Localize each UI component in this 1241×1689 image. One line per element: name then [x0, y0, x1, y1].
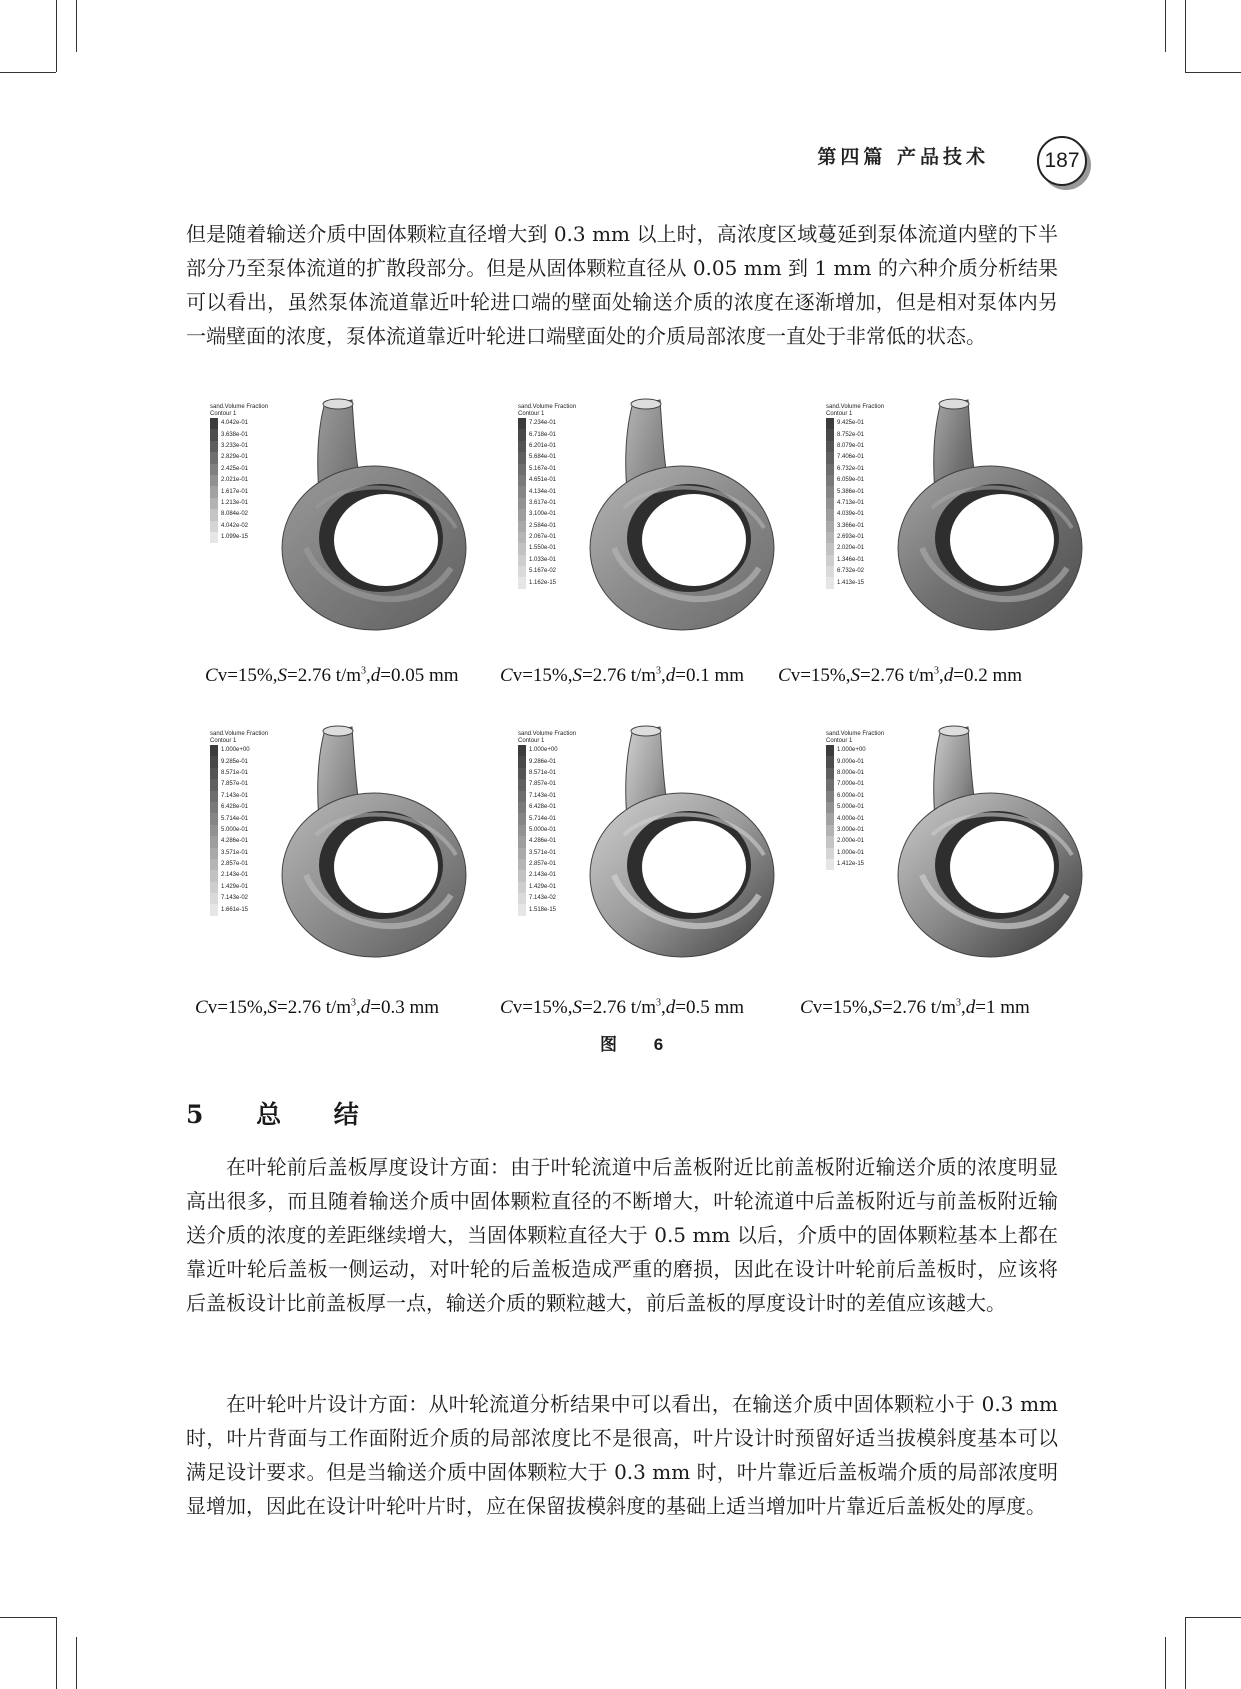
legend-value: 4.286e-01	[221, 838, 249, 845]
legend-swatch	[210, 429, 218, 440]
summary-paragraph-2: 在叶轮叶片设计方面：从叶轮流道分析结果中可以看出，在输送介质中固体颗粒小于 0.3 mm 时，叶片背面与工作面附近介质的局部浓度比不是很高，叶片设计时预留好适当拔模斜度基本可以满足设计要求。但是当输送介质中固体颗粒大于 0.3 mm 时，叶片靠近后盖板端介质的局部浓度明显增加，因此在设计叶轮叶片时，应在保留拔模斜度的基础上适当增加叶片靠近后盖板处的厚度。	[186, 1392, 1058, 1518]
legend-swatch	[826, 555, 834, 566]
legend-value: 7.857e-01	[221, 781, 249, 788]
legend-value: 5.000e-01	[221, 826, 249, 833]
color-legend	[210, 404, 268, 543]
legend-swatch	[518, 779, 526, 790]
legend-swatch	[518, 791, 526, 802]
legend-value: 2.067e-01	[529, 534, 557, 541]
legend-value: 1.412e-15	[837, 861, 865, 868]
legend-value: 2.000e-01	[837, 838, 865, 845]
legend-swatch	[210, 756, 218, 767]
crop-mark	[56, 1617, 57, 1689]
legend-value: 6.718e-01	[529, 431, 557, 438]
legend-swatch	[518, 555, 526, 566]
legend-value: 9.285e-01	[221, 758, 249, 765]
legend-value: 4.000e-01	[837, 815, 865, 822]
legend-value: 9.000e-01	[837, 758, 865, 765]
legend-value: 7.000e-01	[837, 781, 865, 788]
legend-swatch	[826, 418, 834, 429]
legend-value: 5.167e-01	[529, 465, 557, 472]
legend-value: 4.042e-01	[221, 420, 249, 427]
legend-value: 6.059e-01	[837, 477, 865, 484]
legend-value: 7.143e-02	[529, 895, 557, 902]
legend-swatch	[518, 882, 526, 893]
legend-value: 4.713e-01	[837, 499, 865, 506]
crop-mark	[1185, 1617, 1186, 1689]
panel-caption: Cv=15%,S=2.76 $t/m^3,d=1$ mm	[800, 997, 1030, 1018]
legend-swatch	[518, 813, 526, 824]
color-legend	[210, 731, 268, 916]
color-legend	[826, 404, 884, 589]
legend-swatch	[518, 745, 526, 756]
legend-swatch	[210, 521, 218, 532]
legend-swatch	[210, 813, 218, 824]
legend-swatch	[210, 532, 218, 543]
legend-value: 2.693e-01	[837, 534, 865, 541]
legend-value: 5.167e-02	[529, 568, 557, 575]
legend-swatch	[518, 543, 526, 554]
legend-swatch	[210, 745, 218, 756]
legend-swatch	[826, 577, 834, 588]
legend-swatch	[826, 779, 834, 790]
intro-paragraph: 但是随着输送介质中固体颗粒直径增大到 0.3 mm 以上时，高浓度区域蔓延到泵体流道内壁的下半部分乃至泵体流道的扩散段部分。但是从固体颗粒直径从 0.05 mm 到 1 mm 的六种介质分析结果可以看出，虽然泵体流道靠近叶轮进口端的壁面处输送介质的浓度在逐渐增加，但是相对泵体内另一端壁面的浓度，泵体流道靠近叶轮进口端壁面处的介质局部浓度一直处于非常低的状态。	[186, 222, 1058, 348]
legend-swatch	[518, 498, 526, 509]
legend-value: 5.714e-01	[221, 815, 249, 822]
legend-swatch	[210, 802, 218, 813]
legend-swatch	[826, 859, 834, 870]
legend-swatch	[518, 509, 526, 520]
section-title: 5 总 结	[186, 1100, 381, 1129]
legend-swatch	[826, 813, 834, 824]
legend-swatch	[826, 532, 834, 543]
panel-caption: Cv=15%,S=2.76 $t/m^3,d=0.5$ mm	[500, 997, 745, 1018]
page-number: 187	[1037, 136, 1087, 186]
color-legend	[826, 731, 884, 870]
legend-value: 1.213e-01	[221, 499, 249, 506]
legend-title: sand.Volume Fraction	[826, 404, 885, 410]
legend-swatch	[210, 825, 218, 836]
contour-panel	[504, 725, 804, 975]
legend-value: 5.000e-01	[529, 826, 557, 833]
legend-swatch	[826, 791, 834, 802]
legend-value: 1.413e-15	[837, 579, 865, 586]
legend-swatch	[518, 825, 526, 836]
legend-value: 7.143e-02	[221, 895, 249, 902]
legend-swatch	[518, 859, 526, 870]
legend-swatch	[210, 893, 218, 904]
legend-value: 9.425e-01	[837, 420, 865, 427]
legend-value: 8.752e-01	[837, 431, 865, 438]
legend-value: 2.584e-01	[529, 522, 557, 529]
panel-caption: Cv=15%,S=2.76 $t/m^3,d=0.1$ mm	[500, 665, 745, 686]
legend-swatch	[210, 870, 218, 881]
legend-swatch	[826, 768, 834, 779]
legend-value: 1.429e-01	[221, 883, 249, 890]
legend-swatch	[518, 521, 526, 532]
legend-value: 5.000e-01	[837, 804, 865, 811]
legend-value: 8.079e-01	[837, 442, 865, 449]
legend-swatch	[210, 882, 218, 893]
legend-swatch	[518, 577, 526, 588]
legend-value: 5.386e-01	[837, 488, 865, 495]
legend-value: 1.000e+00	[837, 747, 866, 754]
legend-value: 3.000e-01	[837, 826, 865, 833]
legend-swatch	[518, 475, 526, 486]
legend-value: 4.134e-01	[529, 488, 557, 495]
legend-subtitle: Contour 1	[518, 738, 545, 744]
legend-swatch	[210, 498, 218, 509]
legend-swatch	[826, 464, 834, 475]
legend-subtitle: Contour 1	[210, 411, 237, 417]
legend-swatch	[518, 802, 526, 813]
legend-swatch	[210, 836, 218, 847]
legend-value: 6.428e-01	[529, 804, 557, 811]
legend-value: 1.346e-01	[837, 556, 865, 563]
crop-mark	[0, 72, 56, 73]
legend-title: sand.Volume Fraction	[826, 731, 885, 737]
crop-mark	[1185, 0, 1186, 72]
legend-title: sand.Volume Fraction	[518, 404, 577, 410]
legend-swatch	[518, 893, 526, 904]
legend-value: 6.732e-02	[837, 568, 865, 575]
legend-swatch	[518, 418, 526, 429]
legend-swatch	[826, 452, 834, 463]
legend-value: 3.638e-01	[221, 431, 249, 438]
legend-value: 1.099e-15	[221, 534, 249, 541]
legend-swatch	[210, 859, 218, 870]
legend-value: 6.000e-01	[837, 792, 865, 799]
legend-title: sand.Volume Fraction	[210, 404, 269, 410]
legend-value: 4.042e-02	[221, 522, 249, 529]
legend-value: 2.021e-01	[221, 477, 249, 484]
legend-value: 8.571e-01	[529, 769, 557, 776]
contour-panel	[196, 725, 496, 975]
legend-value: 1.550e-01	[529, 545, 557, 552]
legend-subtitle: Contour 1	[210, 738, 237, 744]
panel-caption: Cv=15%,S=2.76 $t/m^3,d=0.2$ mm	[778, 665, 1023, 686]
legend-value: 7.857e-01	[529, 781, 557, 788]
legend-subtitle: Contour 1	[826, 738, 853, 744]
legend-value: 5.714e-01	[529, 815, 557, 822]
legend-value: 3.571e-01	[529, 849, 557, 856]
legend-swatch	[826, 441, 834, 452]
crop-mark	[1185, 72, 1241, 73]
contour-panel	[812, 725, 1112, 975]
legend-value: 7.234e-01	[529, 420, 557, 427]
color-legend	[518, 731, 576, 916]
legend-value: 5.684e-01	[529, 454, 557, 461]
crop-mark	[1165, 1637, 1166, 1689]
crop-mark	[1165, 0, 1166, 52]
legend-swatch	[826, 521, 834, 532]
legend-value: 8.084e-02	[221, 511, 249, 518]
legend-swatch	[826, 745, 834, 756]
legend-value: 1.429e-01	[529, 883, 557, 890]
legend-value: 3.571e-01	[221, 849, 249, 856]
contour-panel	[812, 398, 1112, 648]
legend-swatch	[518, 486, 526, 497]
legend-swatch	[518, 429, 526, 440]
legend-value: 9.286e-01	[529, 758, 557, 765]
panel-caption: Cv=15%,S=2.76 $t/m^3,d=0.05$ mm	[205, 665, 459, 686]
running-title: 第四篇 产品技术	[817, 146, 989, 168]
legend-swatch	[210, 464, 218, 475]
legend-swatch	[210, 768, 218, 779]
legend-swatch	[518, 836, 526, 847]
legend-value: 1.000e-01	[837, 849, 865, 856]
legend-value: 1.661e-15	[221, 906, 249, 913]
legend-swatch	[826, 848, 834, 859]
legend-value: 8.000e-01	[837, 769, 865, 776]
legend-value: 1.617e-01	[221, 488, 249, 495]
legend-value: 4.039e-01	[837, 511, 865, 518]
legend-value: 3.617e-01	[529, 499, 557, 506]
legend-swatch	[518, 464, 526, 475]
legend-value: 7.143e-01	[221, 792, 249, 799]
legend-swatch	[210, 486, 218, 497]
crop-mark	[0, 1617, 56, 1618]
legend-value: 6.201e-01	[529, 442, 557, 449]
summary-paragraph-1: 在叶轮前后盖板厚度设计方面：由于叶轮流道中后盖板附近比前盖板附近输送介质的浓度明显高出很多，而且随着输送介质中固体颗粒直径的不断增大，叶轮流道中后盖板附近与前盖板附近输送介质的浓度的差距继续增大，当固体颗粒直径大于 0.5 mm 以后，介质中的固体颗粒基本上都在靠近叶轮后盖板一侧运动，对叶轮的后盖板造成严重的磨损，因此在设计叶轮前后盖板时，应该将后盖板设计比前盖板厚一点，输送介质的颗粒越大，前后盖板的厚度设计时的差值应该越大。	[186, 1155, 1058, 1315]
legend-swatch	[826, 498, 834, 509]
legend-value: 1.000e+00	[221, 747, 250, 754]
crop-mark	[1185, 1617, 1241, 1618]
legend-value: 2.857e-01	[221, 861, 249, 868]
legend-swatch	[826, 429, 834, 440]
legend-value: 1.518e-15	[529, 906, 557, 913]
legend-swatch	[210, 452, 218, 463]
legend-swatch	[518, 768, 526, 779]
legend-swatch	[210, 848, 218, 859]
legend-swatch	[518, 441, 526, 452]
legend-subtitle: Contour 1	[826, 411, 853, 417]
legend-title: sand.Volume Fraction	[518, 731, 577, 737]
legend-subtitle: Contour 1	[518, 411, 545, 417]
legend-swatch	[826, 825, 834, 836]
panel-caption: Cv=15%,S=2.76 $t/m^3,d=0.3$ mm	[195, 997, 440, 1018]
legend-swatch	[518, 848, 526, 859]
legend-swatch	[826, 802, 834, 813]
legend-swatch	[826, 486, 834, 497]
legend-swatch	[826, 475, 834, 486]
legend-swatch	[826, 756, 834, 767]
legend-value: 3.100e-01	[529, 511, 557, 518]
legend-value: 2.020e-01	[837, 545, 865, 552]
legend-value: 1.033e-01	[529, 556, 557, 563]
legend-swatch	[518, 532, 526, 543]
contour-panel	[504, 398, 804, 648]
legend-value: 6.428e-01	[221, 804, 249, 811]
color-legend	[518, 404, 576, 589]
legend-swatch	[518, 904, 526, 915]
legend-value: 1.000e+00	[529, 747, 558, 754]
legend-swatch	[826, 836, 834, 847]
legend-value: 2.143e-01	[529, 872, 557, 879]
legend-value: 2.425e-01	[221, 465, 249, 472]
legend-value: 4.651e-01	[529, 477, 557, 484]
legend-value: 6.732e-01	[837, 465, 865, 472]
crop-mark	[76, 0, 77, 52]
legend-swatch	[210, 418, 218, 429]
figure-label: 图 6	[600, 1035, 680, 1054]
legend-swatch	[518, 566, 526, 577]
legend-swatch	[518, 756, 526, 767]
legend-value: 2.857e-01	[529, 861, 557, 868]
legend-swatch	[210, 509, 218, 520]
legend-value: 8.571e-01	[221, 769, 249, 776]
legend-title: sand.Volume Fraction	[210, 731, 269, 737]
contour-panel	[196, 398, 496, 648]
crop-mark	[56, 0, 57, 72]
legend-value: 1.162e-15	[529, 579, 557, 586]
legend-value: 7.406e-01	[837, 454, 865, 461]
legend-swatch	[210, 791, 218, 802]
legend-value: 2.143e-01	[221, 872, 249, 879]
legend-swatch	[518, 452, 526, 463]
legend-swatch	[210, 475, 218, 486]
legend-swatch	[826, 543, 834, 554]
legend-value: 2.829e-01	[221, 454, 249, 461]
legend-value: 3.366e-01	[837, 522, 865, 529]
legend-value: 3.233e-01	[221, 442, 249, 449]
crop-mark	[76, 1637, 77, 1689]
legend-swatch	[210, 441, 218, 452]
legend-swatch	[826, 566, 834, 577]
legend-swatch	[210, 904, 218, 915]
legend-swatch	[826, 509, 834, 520]
legend-value: 4.286e-01	[529, 838, 557, 845]
legend-swatch	[210, 779, 218, 790]
legend-swatch	[518, 870, 526, 881]
legend-value: 7.143e-01	[529, 792, 557, 799]
